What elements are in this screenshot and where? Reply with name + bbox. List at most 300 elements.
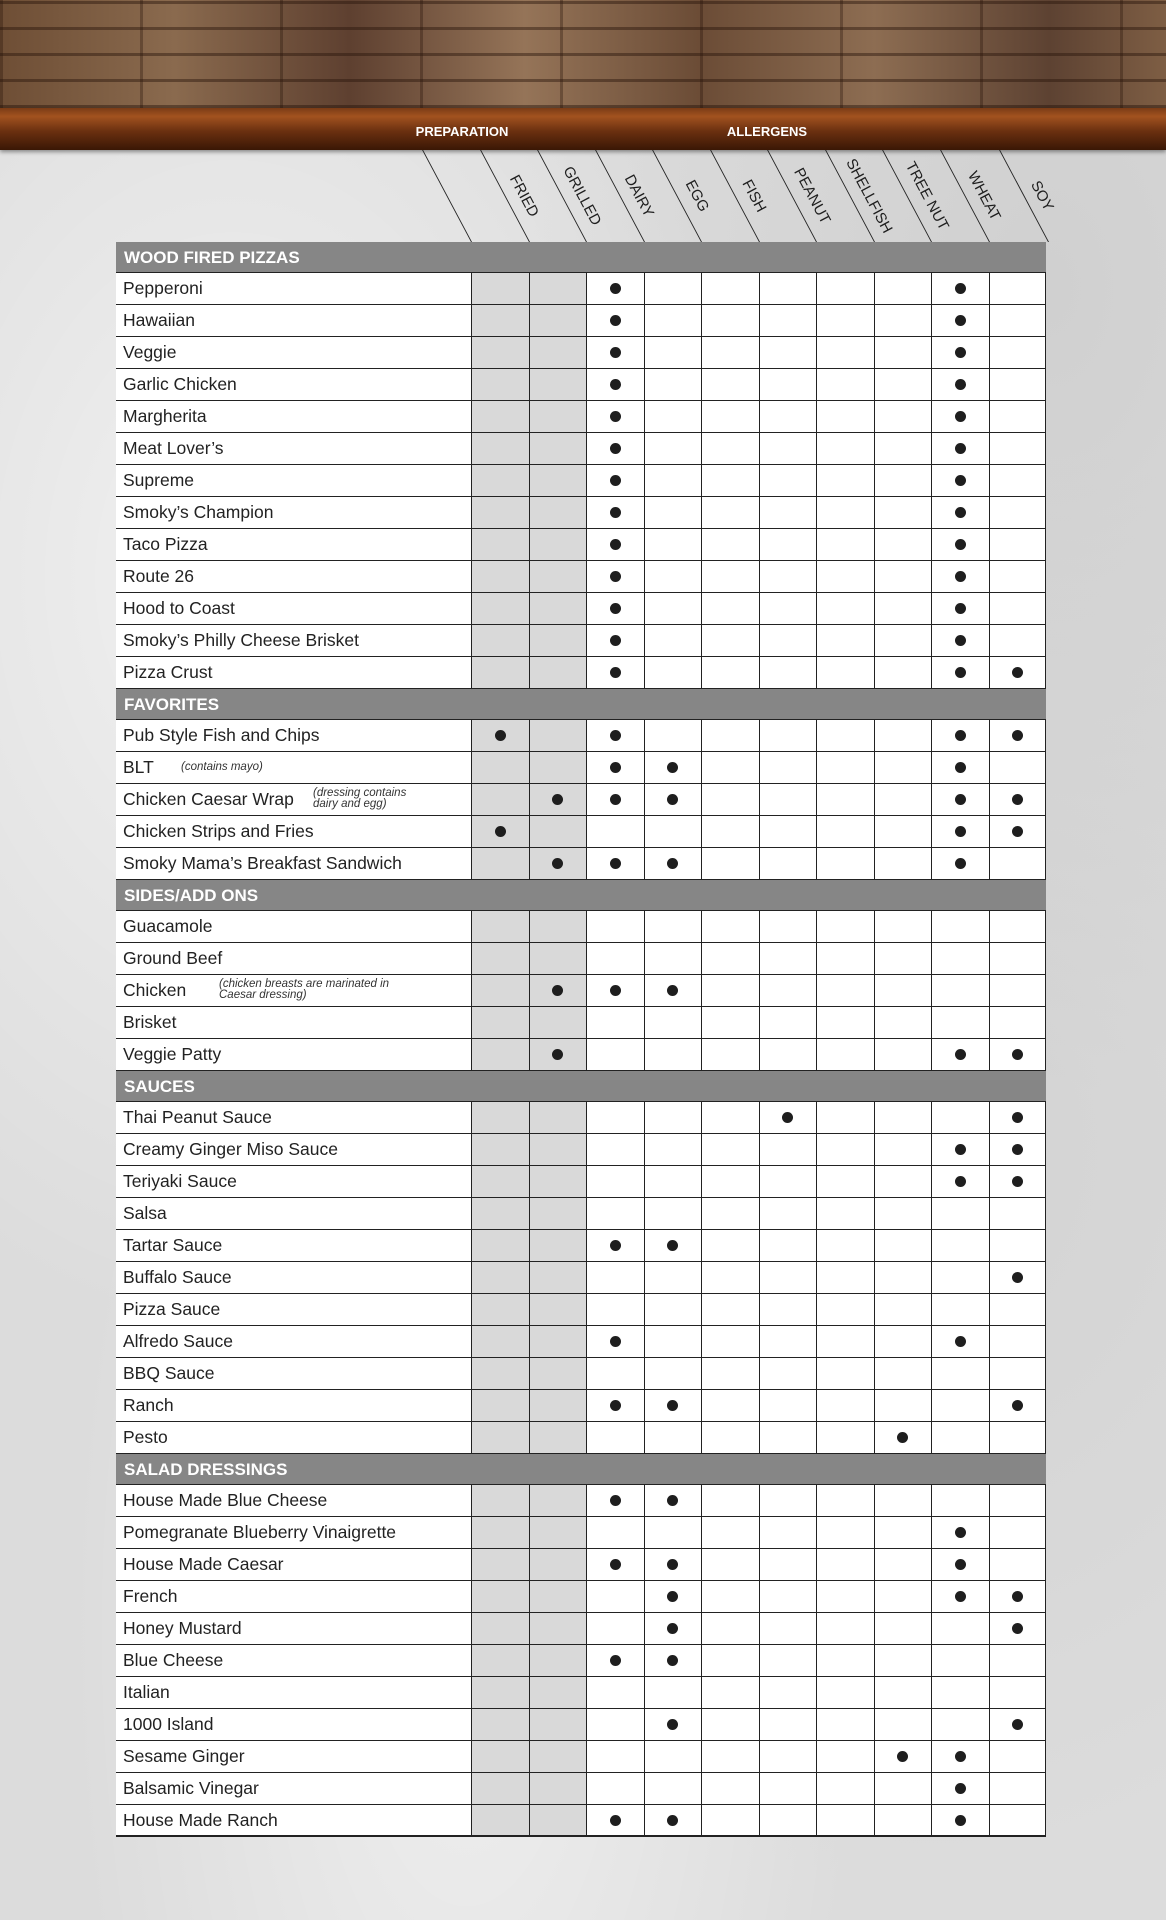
- cell-fried: [471, 1134, 529, 1165]
- cell-tree-nut: [874, 1517, 932, 1548]
- cell-egg: [644, 1422, 702, 1453]
- column-label-fried: FRIED: [506, 172, 543, 220]
- cell-tree-nut: [874, 1198, 932, 1229]
- allergen-dot: [610, 1240, 621, 1251]
- cell-wheat: [931, 1613, 989, 1644]
- allergen-dot: [897, 1751, 908, 1762]
- section-header: FAVORITES: [116, 689, 1046, 720]
- item-name: BBQ Sauce: [123, 1363, 215, 1383]
- table-row: [116, 1262, 1046, 1294]
- cell-peanut: [759, 911, 817, 942]
- allergen-dot: [610, 794, 621, 805]
- table-row: [116, 1805, 1046, 1837]
- section-header: SALAD DRESSINGS: [116, 1454, 1046, 1485]
- allergen-dot: [1012, 1272, 1023, 1283]
- allergen-dot: [495, 826, 506, 837]
- cell-egg: [644, 1102, 702, 1133]
- allergen-dot: [1012, 1176, 1023, 1187]
- cell-wheat: [931, 1262, 989, 1293]
- cell-soy: [989, 1358, 1047, 1389]
- cell-dairy: [586, 943, 644, 974]
- cell-peanut: [759, 1613, 817, 1644]
- column-label-shellfish: SHELLFISH: [842, 155, 896, 237]
- cell-tree-nut: [874, 1613, 932, 1644]
- cell-fish: [701, 1645, 759, 1676]
- cell-soy: [989, 1166, 1047, 1197]
- cell-shellfish: [816, 816, 874, 847]
- table-row: [116, 305, 1046, 337]
- allergen-dot: [552, 858, 563, 869]
- cell-fish: [701, 273, 759, 304]
- cell-shellfish: [816, 1773, 874, 1804]
- cell-fish: [701, 1230, 759, 1261]
- cell-fish: [701, 1326, 759, 1357]
- cell-tree-nut: [874, 1262, 932, 1293]
- item-name-cell: [116, 625, 471, 656]
- allergen-dot: [955, 1144, 966, 1155]
- table-row: [116, 433, 1046, 465]
- cell-dairy: [586, 975, 644, 1006]
- cell-tree-nut: [874, 1134, 932, 1165]
- cell-wheat: [931, 561, 989, 592]
- cell-peanut: [759, 1007, 817, 1038]
- allergen-dot: [610, 1559, 621, 1570]
- cell-fried: [471, 593, 529, 624]
- item-name-cell: [116, 337, 471, 368]
- cell-dairy: [586, 911, 644, 942]
- cell-shellfish: [816, 1422, 874, 1453]
- cell-soy: [989, 911, 1047, 942]
- cell-egg: [644, 561, 702, 592]
- cell-dairy: [586, 1166, 644, 1197]
- cell-egg: [644, 657, 702, 688]
- item-name: Ground Beef: [123, 948, 223, 968]
- item-name: Chicken Caesar Wrap: [123, 789, 294, 809]
- item-note: (chicken breasts are marinated in Caesar dressing): [219, 978, 390, 1001]
- table-row: [116, 1166, 1046, 1198]
- cell-fried: [471, 816, 529, 847]
- cell-soy: [989, 1805, 1047, 1835]
- cell-soy: [989, 1007, 1047, 1038]
- cell-fish: [701, 816, 759, 847]
- cell-peanut: [759, 657, 817, 688]
- cell-shellfish: [816, 1166, 874, 1197]
- cell-wheat: [931, 1709, 989, 1740]
- cell-egg: [644, 401, 702, 432]
- allergen-dot: [955, 507, 966, 518]
- item-name-cell: [116, 1549, 471, 1580]
- item-name: Chicken: [123, 980, 187, 1000]
- item-name-cell: [116, 561, 471, 592]
- cell-tree-nut: [874, 1007, 932, 1038]
- allergen-dot: [955, 283, 966, 294]
- cell-peanut: [759, 1645, 817, 1676]
- cell-wheat: [931, 1326, 989, 1357]
- cell-fried: [471, 1198, 529, 1229]
- cell-fish: [701, 1134, 759, 1165]
- item-name-cell: [116, 1102, 471, 1133]
- cell-soy: [989, 337, 1047, 368]
- cell-dairy: [586, 1262, 644, 1293]
- cell-fish: [701, 943, 759, 974]
- cell-tree-nut: [874, 1709, 932, 1740]
- item-name: Teriyaki Sauce: [123, 1171, 237, 1191]
- cell-grilled: [529, 1102, 587, 1133]
- cell-soy: [989, 433, 1047, 464]
- item-name-cell: [116, 1709, 471, 1740]
- cell-tree-nut: [874, 369, 932, 400]
- cell-grilled: [529, 497, 587, 528]
- cell-wheat: [931, 529, 989, 560]
- cell-soy: [989, 1549, 1047, 1580]
- table-row: [116, 529, 1046, 561]
- cell-dairy: [586, 337, 644, 368]
- item-name: Ranch: [123, 1395, 174, 1415]
- item-name: Pomegranate Blueberry Vinaigrette: [123, 1522, 397, 1542]
- cell-wheat: [931, 1294, 989, 1325]
- item-name: Pizza Sauce: [123, 1299, 221, 1319]
- cell-fried: [471, 1294, 529, 1325]
- cell-soy: [989, 1326, 1047, 1357]
- item-name-cell: [116, 593, 471, 624]
- cell-peanut: [759, 1581, 817, 1612]
- table-row: [116, 1677, 1046, 1709]
- table-row: [116, 593, 1046, 625]
- item-note: (dressing contains dairy and egg): [313, 787, 407, 810]
- item-name: Balsamic Vinegar: [123, 1778, 259, 1798]
- item-name-cell: [116, 1390, 471, 1421]
- cell-soy: [989, 1677, 1047, 1708]
- cell-soy: [989, 1709, 1047, 1740]
- cell-dairy: [586, 1390, 644, 1421]
- table-row: [116, 1230, 1046, 1262]
- table-row: [116, 752, 1046, 784]
- allergen-dot: [667, 1623, 678, 1634]
- item-name: Chicken Strips and Fries: [123, 821, 314, 841]
- cell-fish: [701, 657, 759, 688]
- allergen-dot: [955, 571, 966, 582]
- cell-egg: [644, 1198, 702, 1229]
- cell-soy: [989, 657, 1047, 688]
- cell-soy: [989, 720, 1047, 751]
- item-name-cell: [116, 1198, 471, 1229]
- cell-fish: [701, 593, 759, 624]
- allergen-dot: [552, 794, 563, 805]
- cell-peanut: [759, 720, 817, 751]
- cell-fish: [701, 561, 759, 592]
- item-name-cell: [116, 816, 471, 847]
- cell-peanut: [759, 752, 817, 783]
- cell-peanut: [759, 561, 817, 592]
- cell-wheat: [931, 433, 989, 464]
- cell-tree-nut: [874, 401, 932, 432]
- cell-grilled: [529, 433, 587, 464]
- allergen-dot: [552, 985, 563, 996]
- cell-shellfish: [816, 657, 874, 688]
- cell-dairy: [586, 1294, 644, 1325]
- cell-dairy: [586, 625, 644, 656]
- cell-peanut: [759, 1677, 817, 1708]
- allergen-dot: [1012, 1049, 1023, 1060]
- cell-tree-nut: [874, 1230, 932, 1261]
- cell-fried: [471, 497, 529, 528]
- column-headers: [0, 150, 1166, 242]
- cell-fried: [471, 1039, 529, 1070]
- cell-dairy: [586, 1134, 644, 1165]
- item-note: (contains mayo): [181, 761, 263, 773]
- cell-egg: [644, 1166, 702, 1197]
- cell-grilled: [529, 1039, 587, 1070]
- item-name: Smoky Mama’s Breakfast Sandwich: [123, 853, 402, 873]
- cell-shellfish: [816, 1134, 874, 1165]
- cell-wheat: [931, 1741, 989, 1772]
- cell-fried: [471, 369, 529, 400]
- cell-fish: [701, 1262, 759, 1293]
- cell-peanut: [759, 1358, 817, 1389]
- allergen-dot: [667, 794, 678, 805]
- cell-fried: [471, 401, 529, 432]
- allergen-dot: [955, 443, 966, 454]
- table-row: [116, 784, 1046, 816]
- cell-wheat: [931, 1134, 989, 1165]
- cell-wheat: [931, 1485, 989, 1516]
- item-name: Buffalo Sauce: [123, 1267, 232, 1287]
- cell-fish: [701, 752, 759, 783]
- cell-wheat: [931, 657, 989, 688]
- cell-soy: [989, 784, 1047, 815]
- cell-peanut: [759, 1741, 817, 1772]
- cell-fish: [701, 305, 759, 336]
- cell-egg: [644, 465, 702, 496]
- item-name-cell: [116, 1613, 471, 1644]
- cell-fried: [471, 1102, 529, 1133]
- cell-dairy: [586, 1326, 644, 1357]
- allergen-dot: [610, 411, 621, 422]
- cell-egg: [644, 497, 702, 528]
- item-name: Route 26: [123, 566, 195, 586]
- cell-fish: [701, 465, 759, 496]
- cell-shellfish: [816, 433, 874, 464]
- allergen-dot: [955, 1783, 966, 1794]
- cell-egg: [644, 1294, 702, 1325]
- column-label-peanut: PEANUT: [789, 165, 834, 227]
- item-name: Garlic Chicken: [123, 374, 237, 394]
- cell-fish: [701, 337, 759, 368]
- table-row: [116, 848, 1046, 880]
- cell-fried: [471, 911, 529, 942]
- cell-soy: [989, 1230, 1047, 1261]
- cell-wheat: [931, 720, 989, 751]
- cell-dairy: [586, 1741, 644, 1772]
- cell-dairy: [586, 657, 644, 688]
- cell-wheat: [931, 593, 989, 624]
- cell-wheat: [931, 1773, 989, 1804]
- item-name-cell: [116, 1645, 471, 1676]
- allergen-dot: [610, 985, 621, 996]
- item-name-cell: [116, 497, 471, 528]
- cell-fish: [701, 848, 759, 879]
- item-name: Guacamole: [123, 916, 213, 936]
- cell-fish: [701, 1102, 759, 1133]
- cell-fish: [701, 1485, 759, 1516]
- cell-dairy: [586, 497, 644, 528]
- cell-fish: [701, 1007, 759, 1038]
- cell-peanut: [759, 943, 817, 974]
- cell-egg: [644, 593, 702, 624]
- allergen-dot: [667, 1400, 678, 1411]
- allergen-dot: [610, 762, 621, 773]
- cell-wheat: [931, 1517, 989, 1548]
- cell-egg: [644, 1326, 702, 1357]
- cell-fried: [471, 1166, 529, 1197]
- cell-fried: [471, 1773, 529, 1804]
- cell-soy: [989, 305, 1047, 336]
- allergen-dot: [1012, 826, 1023, 837]
- cell-fried: [471, 1390, 529, 1421]
- cell-egg: [644, 816, 702, 847]
- cell-grilled: [529, 337, 587, 368]
- cell-shellfish: [816, 369, 874, 400]
- table-row: [116, 1294, 1046, 1326]
- cell-egg: [644, 1134, 702, 1165]
- cell-fish: [701, 1166, 759, 1197]
- table-row: [116, 625, 1046, 657]
- item-name: House Made Ranch: [123, 1810, 278, 1830]
- table-row: [116, 337, 1046, 369]
- cell-egg: [644, 1549, 702, 1580]
- item-name: Pesto: [123, 1427, 168, 1447]
- cell-shellfish: [816, 497, 874, 528]
- cell-grilled: [529, 1677, 587, 1708]
- item-name-cell: [116, 1294, 471, 1325]
- cell-peanut: [759, 1549, 817, 1580]
- cell-egg: [644, 1230, 702, 1261]
- table-row: [116, 1517, 1046, 1549]
- cell-fried: [471, 752, 529, 783]
- cell-grilled: [529, 752, 587, 783]
- cell-shellfish: [816, 784, 874, 815]
- cell-grilled: [529, 529, 587, 560]
- cell-grilled: [529, 305, 587, 336]
- cell-soy: [989, 1134, 1047, 1165]
- cell-tree-nut: [874, 1677, 932, 1708]
- item-name-cell: [116, 529, 471, 560]
- cell-wheat: [931, 1581, 989, 1612]
- item-name: Tartar Sauce: [123, 1235, 223, 1255]
- cell-wheat: [931, 784, 989, 815]
- cell-peanut: [759, 1773, 817, 1804]
- item-name: Salsa: [123, 1203, 167, 1223]
- cell-peanut: [759, 1422, 817, 1453]
- cell-shellfish: [816, 401, 874, 432]
- item-name: Supreme: [123, 470, 195, 490]
- cell-fried: [471, 943, 529, 974]
- cell-fish: [701, 625, 759, 656]
- cell-peanut: [759, 1294, 817, 1325]
- table-row: [116, 911, 1046, 943]
- cell-tree-nut: [874, 1166, 932, 1197]
- cell-dairy: [586, 816, 644, 847]
- cell-tree-nut: [874, 816, 932, 847]
- cell-fish: [701, 1613, 759, 1644]
- cell-tree-nut: [874, 1039, 932, 1070]
- cell-tree-nut: [874, 1773, 932, 1804]
- cell-dairy: [586, 1230, 644, 1261]
- cell-dairy: [586, 369, 644, 400]
- item-name-cell: [116, 305, 471, 336]
- allergen-dot: [610, 1495, 621, 1506]
- cell-fried: [471, 1581, 529, 1612]
- cell-grilled: [529, 943, 587, 974]
- allergen-dot: [610, 1400, 621, 1411]
- cell-soy: [989, 369, 1047, 400]
- item-name: Blue Cheese: [123, 1650, 224, 1670]
- cell-egg: [644, 1677, 702, 1708]
- table-row: [116, 1358, 1046, 1390]
- cell-tree-nut: [874, 784, 932, 815]
- cell-shellfish: [816, 1485, 874, 1516]
- cell-tree-nut: [874, 848, 932, 879]
- item-name: Smoky’s Champion: [123, 502, 274, 522]
- cell-tree-nut: [874, 593, 932, 624]
- cell-wheat: [931, 273, 989, 304]
- column-label-grilled: GRILLED: [559, 163, 605, 229]
- cell-soy: [989, 1198, 1047, 1229]
- cell-shellfish: [816, 465, 874, 496]
- allergen-dot: [955, 858, 966, 869]
- table-row: [116, 943, 1046, 975]
- allergen-dot: [495, 730, 506, 741]
- cell-soy: [989, 1039, 1047, 1070]
- cell-shellfish: [816, 1549, 874, 1580]
- item-name-cell: [116, 720, 471, 751]
- cell-egg: [644, 369, 702, 400]
- column-label-egg: EGG: [681, 177, 713, 215]
- table-row: [116, 1007, 1046, 1039]
- item-name: Sesame Ginger: [123, 1746, 245, 1766]
- cell-dairy: [586, 1039, 644, 1070]
- cell-shellfish: [816, 1039, 874, 1070]
- item-name-cell: [116, 1262, 471, 1293]
- cell-egg: [644, 433, 702, 464]
- item-name: Margherita: [123, 406, 207, 426]
- cell-peanut: [759, 497, 817, 528]
- cell-peanut: [759, 1805, 817, 1835]
- cell-grilled: [529, 1166, 587, 1197]
- cell-wheat: [931, 1645, 989, 1676]
- cell-grilled: [529, 1230, 587, 1261]
- cell-grilled: [529, 465, 587, 496]
- table-row: [116, 1102, 1046, 1134]
- cell-egg: [644, 1773, 702, 1804]
- cell-dairy: [586, 1549, 644, 1580]
- cell-peanut: [759, 1166, 817, 1197]
- cell-wheat: [931, 1007, 989, 1038]
- cell-egg: [644, 1645, 702, 1676]
- cell-soy: [989, 1613, 1047, 1644]
- cell-egg: [644, 911, 702, 942]
- item-name: Thai Peanut Sauce: [123, 1107, 272, 1127]
- allergen-dot: [955, 379, 966, 390]
- cell-peanut: [759, 1102, 817, 1133]
- item-name: Italian: [123, 1682, 170, 1702]
- cell-wheat: [931, 1230, 989, 1261]
- cell-egg: [644, 305, 702, 336]
- allergen-dot: [955, 1049, 966, 1060]
- cell-dairy: [586, 1102, 644, 1133]
- cell-wheat: [931, 1422, 989, 1453]
- column-label-fish: FISH: [738, 176, 770, 216]
